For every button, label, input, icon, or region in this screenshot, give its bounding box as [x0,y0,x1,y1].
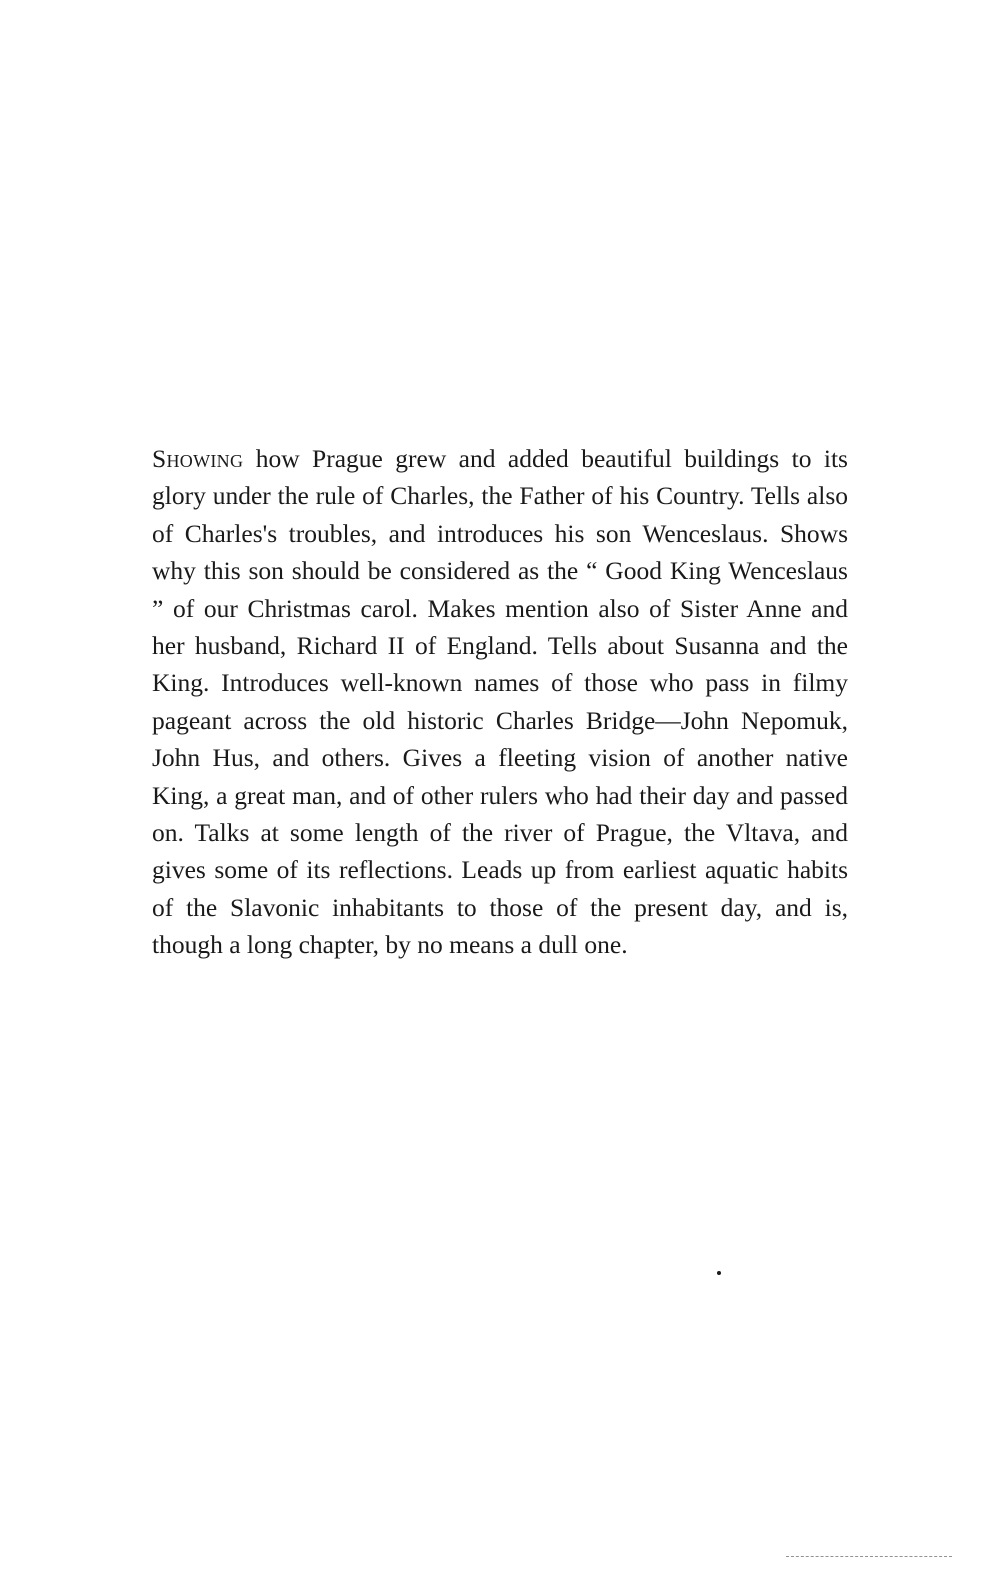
summary-body: how Prague grew and added beautiful buildings to its glory under the rule of Charles, the Father of his Country. Tells also of Charles's troubles, and introduces his son Wenceslaus. Shows why this son should be considered as the “ Good King Wenceslaus ” of our Christmas carol. Makes mention also of Sister Anne and her husband, Richard II of England. Tells about Susanna and the King. Introduces well-known names of those who pass in filmy pageant across the old historic Charles Bridge—John Nepomuk, John Hus, and others. Gives a fleeting vision of another native King, a great man, and of other rulers who had their day and passed on. Talks at some length of the river of Prague, the Vltava, and gives some of its reflections. Leads up from earliest aquatic habits of the Slavonic inhabitants to those of the present day, and is, though a long chapter, by no means a dull one. [152,444,848,960]
opening-smallcaps: Showing [152,444,244,473]
footer-rule-mark [786,1556,952,1558]
stray-dot-mark [717,1271,721,1275]
summary-paragraph [152,440,848,964]
chapter-summary-text [152,440,848,964]
